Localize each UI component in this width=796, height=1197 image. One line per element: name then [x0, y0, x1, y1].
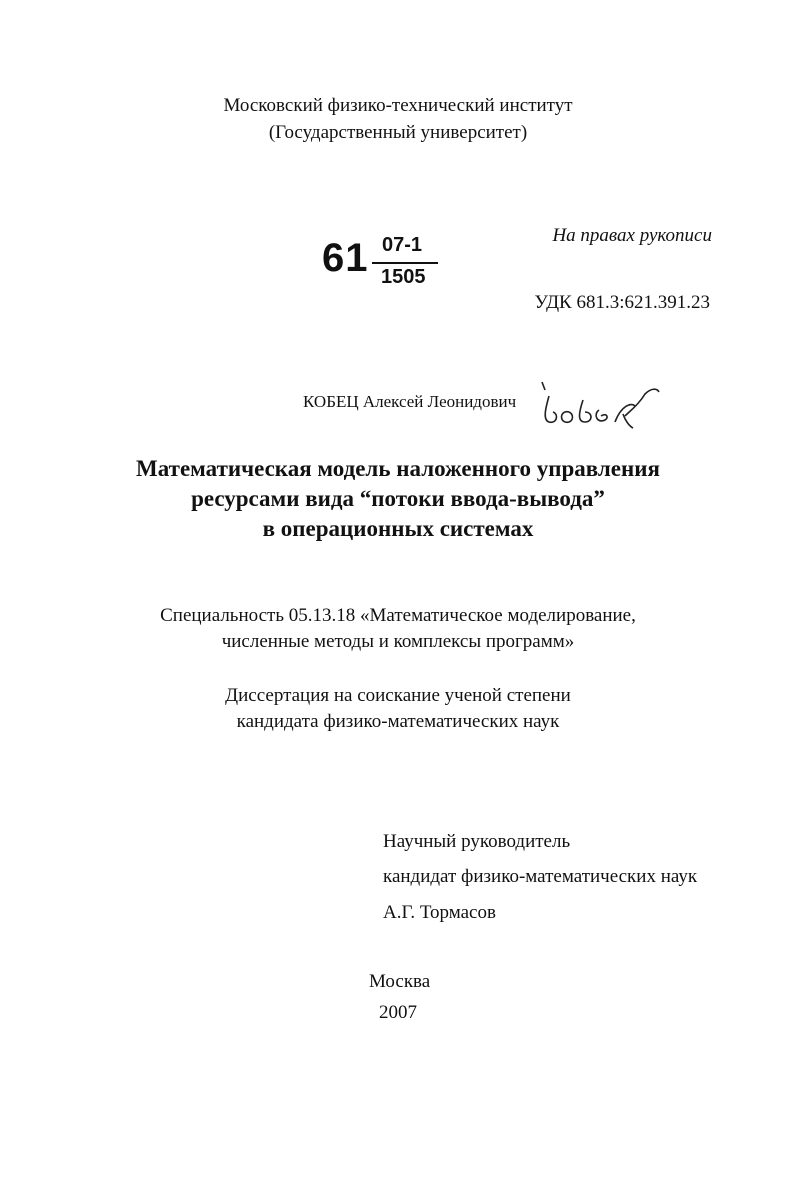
- degree-line-2: кандидата физико-математических наук: [236, 711, 560, 732]
- author-name: КОБЕЦ Алексей Леонидович: [303, 392, 517, 411]
- catalog-stamp-top: 07-1: [382, 234, 423, 256]
- catalog-stamp-divider: [372, 262, 438, 264]
- year: 2007: [379, 1002, 417, 1023]
- title-line-2: ресурсами вида “потоки ввода-вывода”: [191, 486, 605, 511]
- degree-block: [0, 683, 796, 735]
- specialty-line-2: численные методы и комплексы программ»: [221, 631, 575, 652]
- signature-icon: [535, 376, 665, 432]
- dissertation-title: [0, 454, 796, 544]
- institution-name: Московский физико-технический институт: [223, 95, 573, 116]
- catalog-stamp-bottom: 1505: [381, 266, 426, 288]
- institution-block: [0, 92, 796, 146]
- supervisor-name: А.Г. Тормасов: [383, 902, 496, 923]
- city: Москва: [369, 971, 431, 992]
- specialty-line-1: Специальность 05.13.18 «Математическое моделирование,: [160, 605, 636, 626]
- supervisor-role: Научный руководитель: [383, 831, 571, 852]
- rights-note: На правах рукописи: [552, 225, 712, 246]
- supervisor-degree: кандидат физико-математических наук: [383, 866, 698, 887]
- institution-status: (Государственный университет): [268, 122, 528, 143]
- title-line-3: в операционных системах: [262, 516, 534, 541]
- udk-code: УДК 681.3:621.391.23: [534, 292, 710, 313]
- catalog-stamp-number: 61: [322, 236, 369, 280]
- degree-line-1: Диссертация на соискание ученой степени: [225, 685, 571, 706]
- title-line-1: Математическая модель наложенного управления: [136, 456, 660, 481]
- specialty-block: [0, 603, 796, 655]
